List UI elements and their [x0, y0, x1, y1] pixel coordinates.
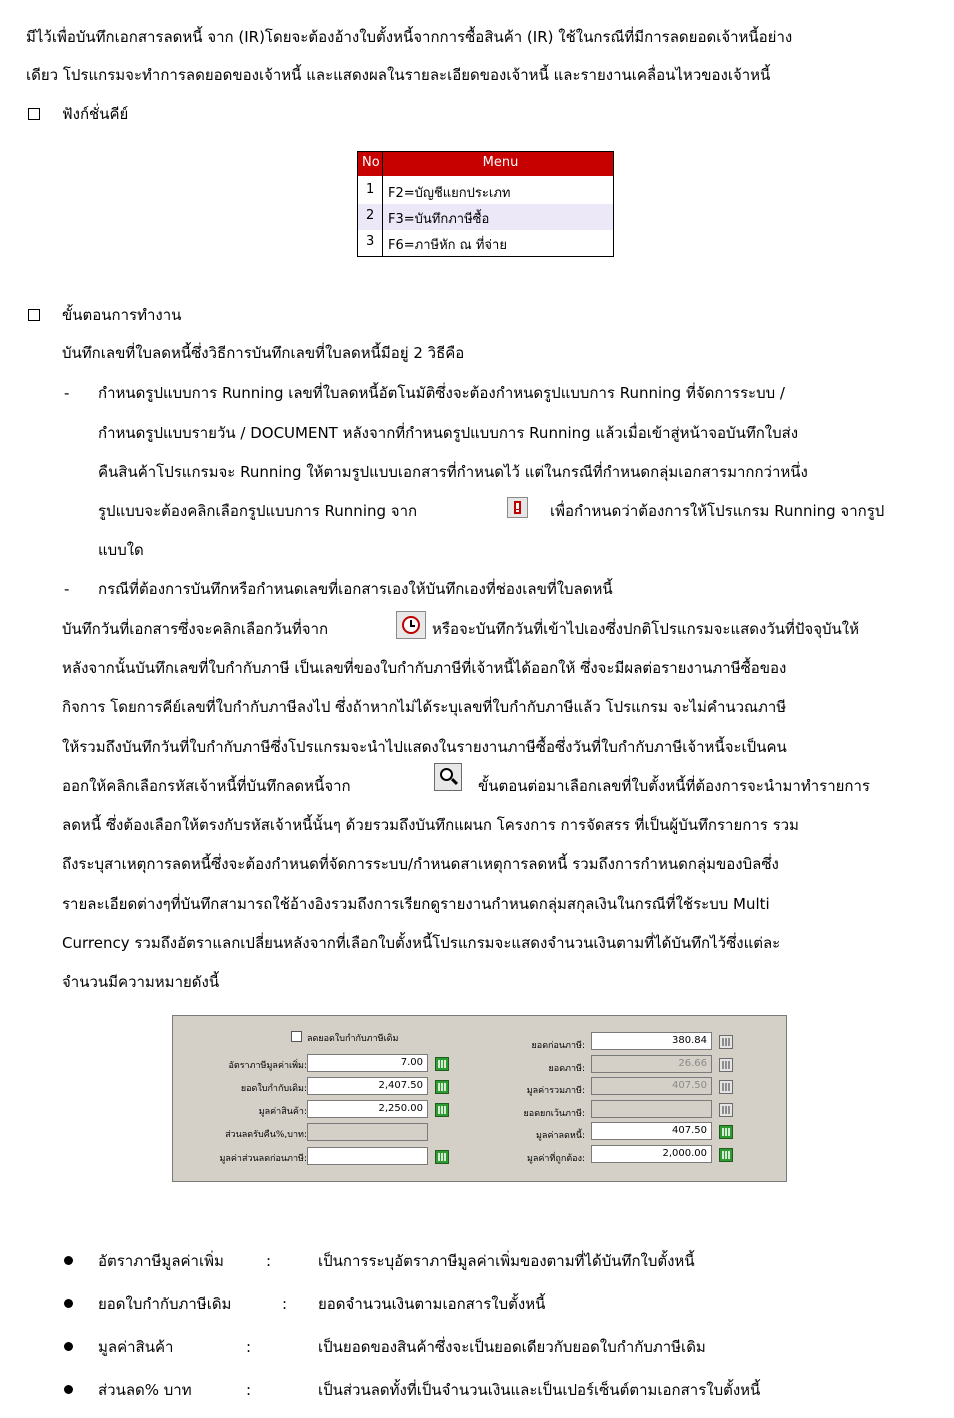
- credit-amount-field[interactable]: 407.50: [591, 1122, 712, 1140]
- checkbox-bullet-icon: [28, 309, 40, 321]
- calculator-icon[interactable]: [719, 1148, 733, 1162]
- reduce-original-invoice-checkbox[interactable]: [291, 1031, 302, 1042]
- goods-value-label: มูลค่าสินค้า:: [258, 1107, 307, 1117]
- dash-bullet: -: [64, 384, 70, 402]
- bullet-icon: [64, 1299, 73, 1308]
- function-key-menu-table: [357, 151, 614, 257]
- tax-amount-label: ยอดภาษี:: [548, 1064, 585, 1074]
- def-description: ยอดจำนวนเงินตามเอกสารใบตั้งหนี้: [318, 1295, 546, 1313]
- calculator-icon[interactable]: [719, 1058, 733, 1072]
- para-line-3: กิจการ โดยการคีย์เลขที่ใบกำกับภาษีลงไป ซึ่งถ้าหากไม่ได้ระบุเลขที่ใบกำกับภาษีแล้ว โปรแกรม จะไม่คำนวณภาษี: [62, 698, 787, 716]
- para-line-9: Currency รวมถึงอัตราแลกเปลี่ยนหลังจากที่เลือกใบตั้งหนี้โปรแกรมจะแสดงจำนวนเงินตามที่ได้บันทึกไว้ซึ่งแต่ละ: [62, 934, 781, 952]
- def-term: ส่วนลด% บาท: [98, 1381, 192, 1399]
- menu-row[interactable]: [358, 204, 613, 230]
- menu-row[interactable]: [358, 178, 613, 204]
- reduce-original-invoice-label: ลดยอดใบกำกับภาษีเดิม: [307, 1034, 399, 1044]
- def-description: เป็นยอดของสินค้าซึ่งจะเป็นยอดเดียวกับยอดใบกำกับภาษีเดิม: [318, 1338, 706, 1356]
- menu-column-divider: [382, 152, 383, 256]
- para-line-2: หลังจากนั้นบันทึกเลขที่ใบกำกับภาษี เป็นเลขที่ของใบกำกับภาษีที่เจ้าหนี้ได้ออกให้ ซึ่งจะมีผลต่อรายงานภาษีซื้อของ: [62, 659, 787, 677]
- calculator-icon[interactable]: [719, 1103, 733, 1117]
- def-term: มูลค่าสินค้า: [98, 1338, 174, 1356]
- para-line-6: ลดหนี้ ซึ่งต้องเลือกให้ตรงกับรหัสเจ้าหนี้นั้นๆ ด้วยรวมถึงบันทึกแผนก โครงการ การจัดสรร ที่เป็นผู้บันทึกรายการ รวม: [62, 816, 799, 834]
- menu-header: [358, 152, 613, 176]
- def-term: อัตราภาษีมูลค่าเพิ่ม: [98, 1252, 224, 1270]
- calculator-icon[interactable]: [719, 1080, 733, 1094]
- para-line-1a: บันทึกวันที่เอกสารซึ่งจะคลิกเลือกวันที่จาก: [62, 620, 329, 638]
- bullet1-line-5: แบบใด: [98, 541, 144, 559]
- return-discount-field[interactable]: [307, 1123, 428, 1141]
- menu-row-no: 1: [366, 182, 375, 197]
- bullet2-text: กรณีที่ต้องการบันทึกหรือกำหนดเลขที่เอกสารเองให้บันทึกเองที่ช่องเลขที่ใบลดหนี้: [98, 580, 613, 598]
- section-function-keys: ฟังก์ชั่นคีย์: [62, 105, 129, 123]
- menu-row-label: F3=บันทึกภาษีซื้อ: [388, 212, 490, 227]
- total-with-tax-field[interactable]: 407.50: [591, 1077, 712, 1095]
- original-invoice-label: ยอดใบกำกับเดิม:: [240, 1084, 307, 1094]
- pretax-discount-field[interactable]: [307, 1147, 428, 1165]
- bullet1-line-4a: รูปแบบจะต้องคลิกเลือกรูปแบบการ Running จาก: [98, 502, 418, 520]
- menu-row-no: 2: [366, 208, 375, 223]
- return-discount-label: ส่วนลดรับคืน%,บาท:: [225, 1130, 307, 1140]
- tax-exempt-field[interactable]: [591, 1100, 712, 1118]
- bullet1-line-4b: เพื่อกำหนดว่าต้องการให้โปรแกรม Running จากรูป: [550, 502, 885, 520]
- bullet-icon: [64, 1342, 73, 1351]
- correct-value-field[interactable]: 2,000.00: [591, 1145, 712, 1163]
- menu-header-no: No: [362, 155, 380, 170]
- vat-rate-field[interactable]: 7.00: [307, 1054, 428, 1072]
- checkbox-bullet-icon: [28, 108, 40, 120]
- menu-row-label: F2=บัญชีแยกประเภท: [388, 186, 511, 201]
- calculator-icon[interactable]: [719, 1035, 733, 1049]
- intro-line-1: มีไว้เพื่อบันทึกเอกสารลดหนี้ จาก (IR)โดยจะต้องอ้างใบตั้งหนี้จากการซื้อสินค้า (IR) ใช้ในกรณีที่มีการลดยอดเจ้าหนี้อย่าง: [26, 28, 793, 46]
- def-description: เป็นส่วนลดทั้งที่เป็นจำนวนเงินและเป็นเปอร์เซ็นต์ตามเอกสารใบตั้งหนี้: [318, 1381, 761, 1399]
- menu-header-menu: Menu: [482, 155, 519, 170]
- def-description: เป็นการระบุอัตราภาษีมูลค่าเพิ่มของตามที่ได้บันทึกใบตั้งหนี้: [318, 1252, 695, 1270]
- def-separator: :: [246, 1338, 252, 1356]
- pretax-discount-label: มูลค่าส่วนลดก่อนภาษี:: [219, 1154, 307, 1164]
- running-format-icon[interactable]: [507, 497, 528, 518]
- para-line-5a: ออกให้คลิกเลือกรหัสเจ้าหนี้ที่บันทึกลดหนี้จาก: [62, 777, 351, 795]
- search-creditor-icon[interactable]: [434, 763, 462, 791]
- dash-bullet: -: [64, 580, 70, 598]
- menu-row[interactable]: [358, 230, 613, 256]
- original-invoice-field[interactable]: 2,407.50: [307, 1077, 428, 1095]
- tax-exempt-label: ยอดยกเว้นภาษี:: [523, 1109, 585, 1119]
- correct-value-label: มูลค่าที่ถูกต้อง:: [526, 1154, 585, 1164]
- para-line-7: ถึงระบุสาเหตุการลดหนี้ซึ่งจะต้องกำหนดที่จัดการระบบ/กำหนดสาเหตุการลดหนี้ รวมถึงการกำหนดกลุ่มของบิลซึ่ง: [62, 855, 779, 873]
- def-separator: :: [246, 1381, 252, 1399]
- bullet-icon: [64, 1385, 73, 1394]
- credit-amount-label: มูลค่าลดหนี้:: [536, 1131, 585, 1141]
- pretax-amount-field[interactable]: 380.84: [591, 1032, 712, 1050]
- menu-row-no: 3: [366, 234, 375, 249]
- total-with-tax-label: มูลค่ารวมภาษี:: [526, 1086, 585, 1096]
- def-separator: :: [282, 1295, 288, 1313]
- pretax-amount-label: ยอดก่อนภาษี:: [531, 1041, 585, 1051]
- calculator-icon[interactable]: [719, 1125, 733, 1139]
- menu-row-label: F6=ภาษีหัก ณ ที่จ่าย: [388, 238, 507, 253]
- tax-amount-field[interactable]: 26.66: [591, 1055, 712, 1073]
- para-line-1b: หรือจะบันทึกวันที่เข้าไปเองซึ่งปกติโปรแกรมจะแสดงวันที่ปัจจุบันให้: [432, 620, 860, 638]
- para-line-10: จำนวนมีความหมายดังนี้: [62, 973, 220, 991]
- section-procedure: ขั้นตอนการทำงาน: [62, 306, 182, 324]
- para-line-5b: ขั้นตอนต่อมาเลือกเลขที่ใบตั้งหนี้ที่ต้องการจะนำมาทำรายการ: [478, 777, 870, 795]
- para-line-8: รายละเอียดต่างๆที่บันทึกสามารถใช้อ้างอิงรวมถึงการเรียกดูรายงานกำหนดกลุ่มสกุลเงินในกรณีที่ใช้ระบบ Multi: [62, 895, 770, 913]
- def-term: ยอดใบกำกับภาษีเดิม: [98, 1295, 232, 1313]
- bullet1-line-3: คืนสินค้าโปรแกรมจะ Running ให้ตามรูปแบบเอกสารที่กำหนดไว้ แต่ในกรณีที่กำหนดกลุ่มเอกสารมากกว่าหนึ่ง: [98, 463, 808, 481]
- def-separator: :: [266, 1252, 272, 1270]
- calendar-clock-icon[interactable]: [396, 611, 426, 639]
- goods-value-field[interactable]: 2,250.00: [307, 1100, 428, 1118]
- intro-line-2: เดียว โปรแกรมจะทำการลดยอดของเจ้าหนี้ และแสดงผลในรายละเอียดของเจ้าหนี้ และรายงานเคลื่อนไหวของเจ้าหนี้: [26, 66, 771, 84]
- bullet-icon: [64, 1256, 73, 1265]
- para-line-4: ให้รวมถึงบันทึกวันที่ใบกำกับภาษีซึ่งโปรแกรมจะนำไปแสดงในรายงานภาษีซื้อซึ่งวันที่ใบกำกับภาษีเจ้าหนี้จะเป็นคน: [62, 738, 787, 756]
- paragraph-doc-number: บันทึกเลขที่ใบลดหนี้ซึ่งวิธีการบันทึกเลขที่ใบลดหนี้มีอยู่ 2 วิธีคือ: [62, 344, 465, 362]
- vat-rate-label: อัตราภาษีมูลค่าเพิ่ม:: [228, 1061, 307, 1071]
- bullet1-line-2: กำหนดรูปแบบรายวัน / DOCUMENT หลังจากที่กำหนดรูปแบบการ Running แล้วเมื่อเข้าสู่หน้าจอบันทึกใบส่ง: [98, 424, 799, 442]
- bullet1-line-1: กำหนดรูปแบบการ Running เลขที่ใบลดหนี้อัตโนมัติซึ่งจะต้องกำหนดรูปแบบการ Running ที่จัดการระบบ /: [98, 384, 785, 402]
- credit-note-amount-form: [172, 1015, 787, 1182]
